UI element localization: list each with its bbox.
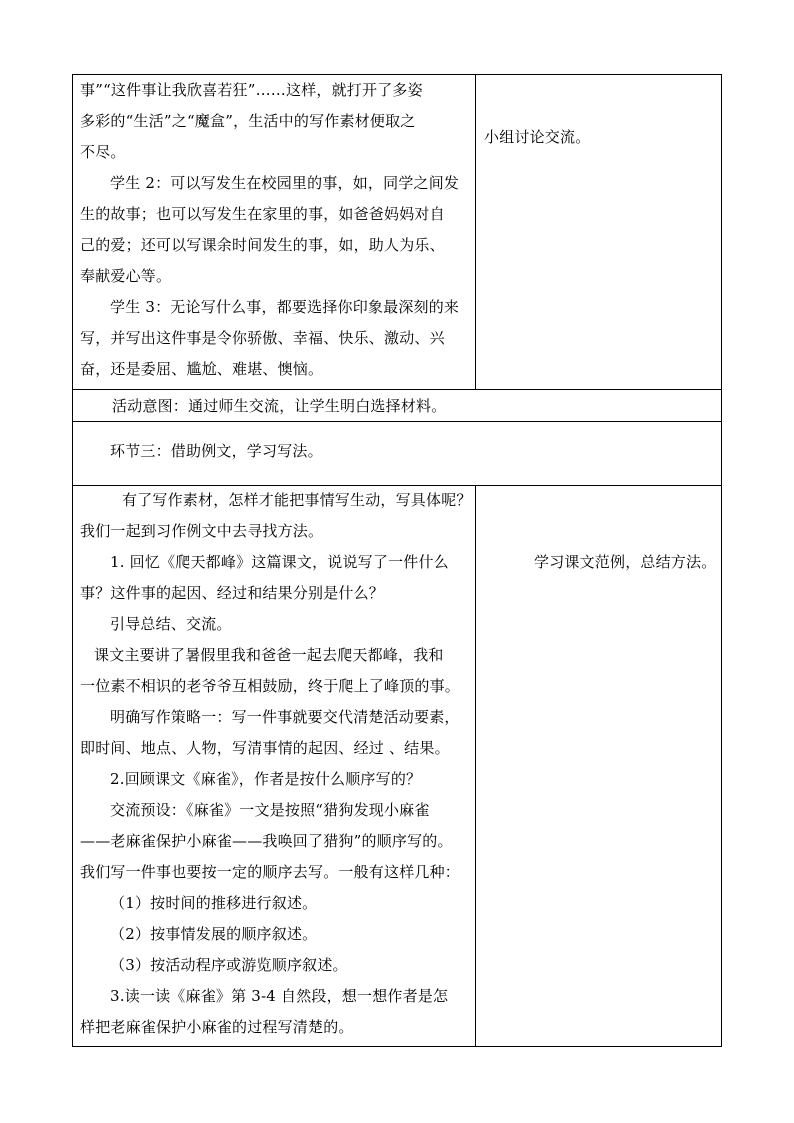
text-line: 多彩的“生活”之“魔盒”，生活中的写作素材便取之	[80, 112, 416, 130]
text-line: 不尽。	[80, 143, 126, 161]
text-line: （1）按时间的推移进行叙述。	[110, 894, 318, 912]
row4-left-cell	[80, 485, 472, 1043]
text-line: 事？这件事的起因、经过和结果分别是什么？	[80, 584, 385, 602]
row1-right-cell: 小组讨论交流。	[484, 128, 591, 146]
text-line: 生的故事；也可以写发生在家里的事，如爸爸妈妈对自	[80, 205, 445, 223]
table-border-row1-bottom	[72, 389, 722, 390]
text-line: ——老麻雀保护小麻雀——我唤回了猎狗”的顺序写的。	[80, 832, 453, 850]
text-line: 明确写作策略一：写一件事就要交代清楚活动要素，	[110, 708, 460, 726]
activity-intent: 活动意图：通过师生交流，让学生明白选择材料。	[112, 397, 447, 415]
row4-right-cell: 学习课文范例，总结方法。	[534, 553, 717, 571]
text-line: 课文主要讲了暑假里我和爸爸一起去爬天都峰，我和	[94, 646, 444, 664]
text-line: 己的爱；还可以写课余时间发生的事，如，助人为乐、	[80, 236, 445, 254]
text-line: 学生 3：无论写什么事，都要选择你印象最深刻的来	[110, 298, 460, 316]
section-three-title: 环节三：借助例文，学习写法。	[110, 442, 323, 460]
text-line: 写，并写出这件事是令你骄傲、幸福、快乐、激动、兴	[80, 329, 445, 347]
table-border-left	[72, 74, 73, 1047]
table-border-bottom	[72, 1046, 722, 1047]
text-line: 学生 2：可以写发生在校园里的事，如，同学之间发	[110, 174, 460, 192]
text-line: （3）按活动程序或游览顺序叙述。	[110, 956, 348, 974]
table-border-right	[721, 74, 722, 1047]
text-line: （2）按事情发展的顺序叙述。	[110, 925, 318, 943]
text-line: 我们写一件事也要按一定的顺序去写。一般有这样几种：	[80, 863, 461, 881]
table-divider-row4	[475, 485, 476, 1047]
text-line: 即时间、地点、人物，写清事情的起因、经过 、结果。	[80, 739, 450, 757]
table-divider-row1	[475, 74, 476, 390]
text-line: 3.读一读《麻雀》第 3-4 自然段，想一想作者是怎	[110, 987, 449, 1005]
text-line: 我们一起到习作例文中去寻找方法。	[80, 522, 324, 540]
text-line: 一位素不相识的老爷爷互相鼓励，终于爬上了峰顶的事。	[80, 677, 461, 695]
text-line: 2.回顾课文《麻雀》，作者是按什么顺序写的？	[110, 770, 422, 788]
text-line: 交流预设：《麻雀》一文是按照“猎狗发现小麻雀	[110, 801, 430, 819]
text-line: 有了写作素材，怎样才能把事情写生动，写具体呢？	[122, 491, 472, 509]
text-line: 1. 回忆《爬天都峰》这篇课文，说说写了一件什么	[110, 553, 449, 571]
text-line: 样把老麻雀保护小麻雀的过程写清楚的。	[80, 1018, 354, 1036]
text-line: 奋，还是委屈、尴尬、难堪、懊恼。	[80, 360, 324, 378]
row1-left-cell	[80, 75, 472, 385]
text-line: 引导总结、交流。	[110, 615, 232, 633]
text-line: 事”“这件事让我欣喜若狂”……这样，就打开了多姿	[80, 81, 423, 99]
text-line: 奉献爱心等。	[80, 267, 172, 285]
